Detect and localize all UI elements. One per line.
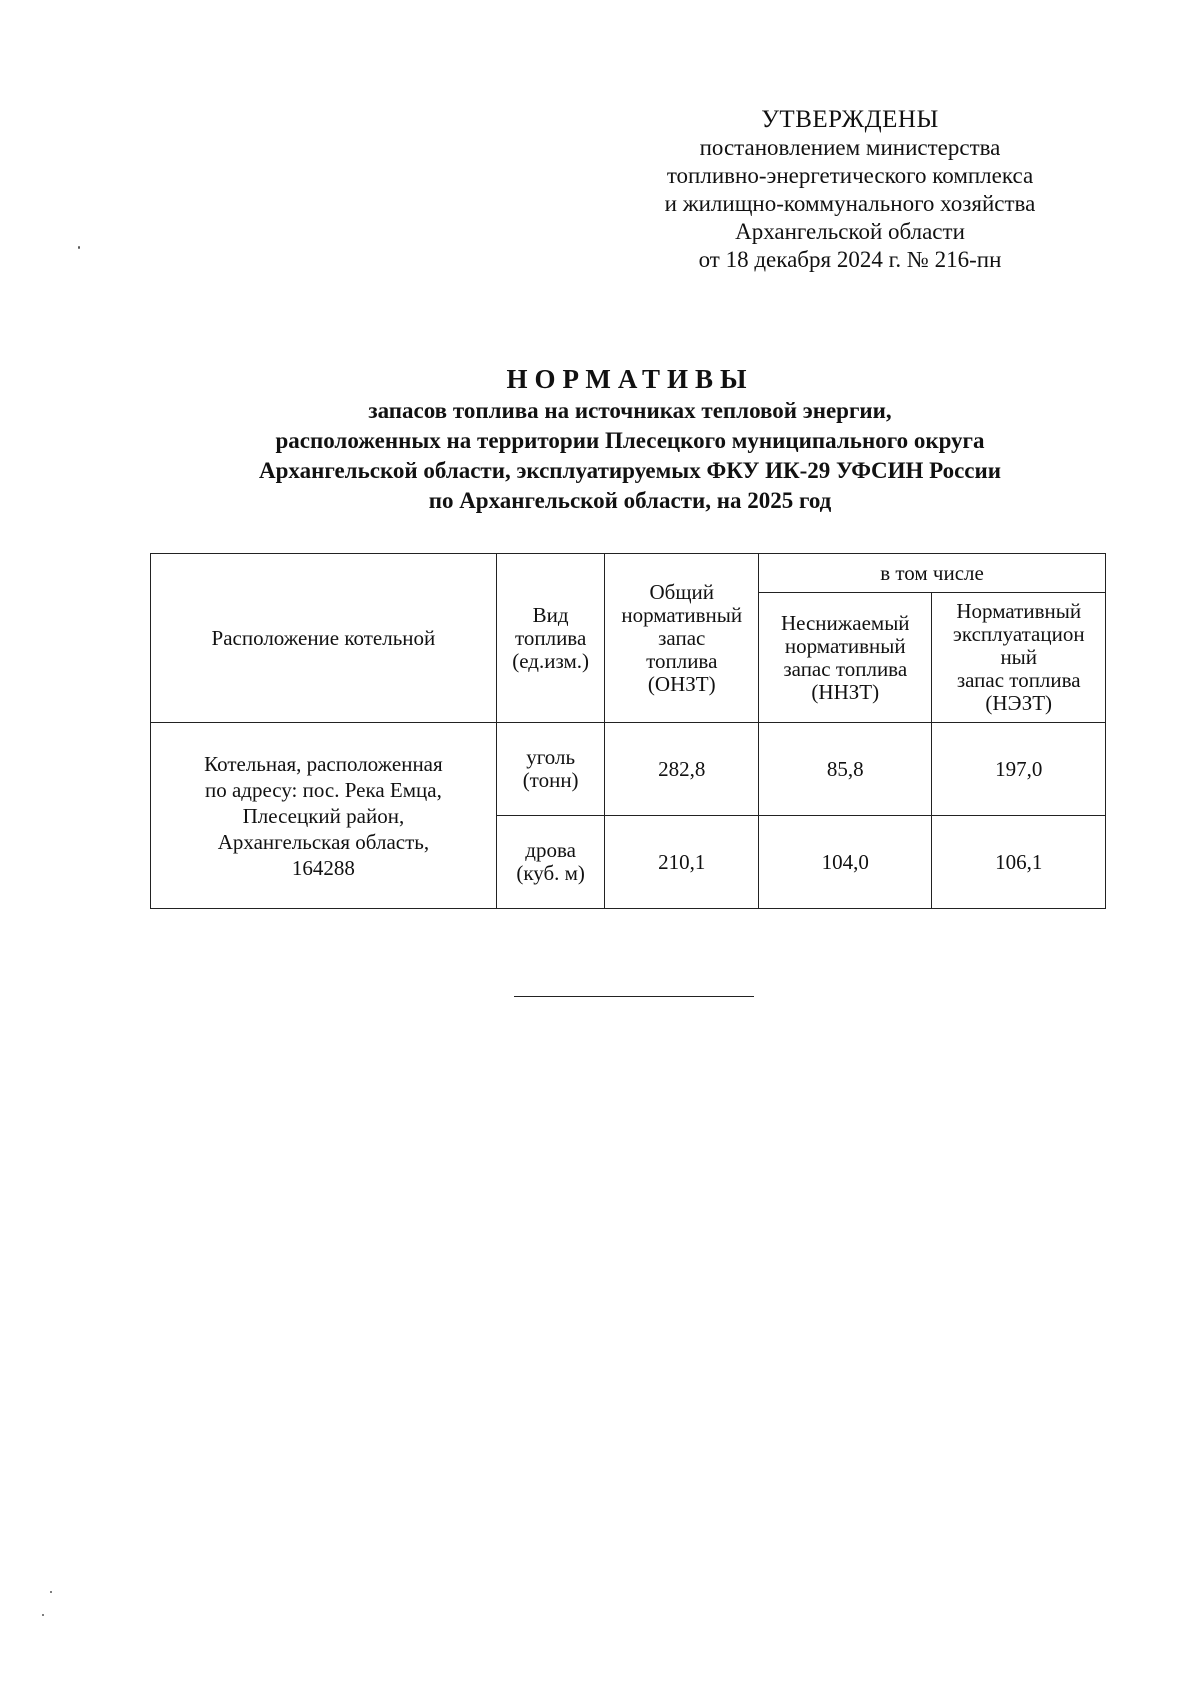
approval-block — [620, 106, 1080, 274]
header-total-line: нормативный — [621, 602, 743, 627]
title-line: по Архангельской области, на 2025 год — [428, 488, 832, 513]
header-total-line: Общий — [649, 579, 714, 604]
approval-line: Архангельской области — [735, 219, 965, 244]
nezt-cell: 106,1 — [932, 816, 1106, 909]
location-line: 164288 — [291, 855, 355, 880]
header-fuel-type — [496, 554, 605, 723]
header-nnzt-line: нормативный — [784, 633, 906, 658]
header-nnzt-line: (ННЗТ) — [811, 679, 880, 704]
header-location: Расположение котельной — [151, 554, 497, 723]
header-fuel-type-line: Вид — [532, 602, 569, 627]
location-line: Плесецкий район, — [242, 803, 405, 828]
fuel-unit-line: (куб. м) — [516, 861, 585, 885]
header-total-line: запас — [658, 625, 706, 650]
approval-line: и жилищно-коммунального хозяйства — [664, 191, 1036, 216]
boiler-location — [151, 723, 497, 909]
approval-heading: УТВЕРЖДЕНЫ — [761, 106, 939, 133]
header-nezt-line: ный — [1000, 645, 1038, 669]
header-nnzt — [759, 593, 932, 723]
table-row — [151, 723, 1106, 816]
header-nezt-line: Нормативный — [956, 599, 1082, 623]
approval-line: от 18 декабря 2024 г. № 216-пн — [698, 247, 1002, 272]
document-title-block — [150, 362, 1110, 516]
title-line: расположенных на территории Плесецкого муниципального округа — [275, 428, 985, 453]
nnzt-cell: 104,0 — [759, 816, 932, 909]
total-cell: 282,8 — [605, 723, 759, 816]
header-nnzt-line: запас топлива — [783, 656, 908, 681]
nezt-cell: 197,0 — [932, 723, 1106, 816]
fuel-type-line: уголь — [526, 745, 576, 769]
table-header-row — [151, 554, 1106, 593]
fuel-unit-line: (тонн) — [522, 768, 579, 792]
title-line: Архангельской области, эксплуатируемых ФКУ ИК-29 УФСИН России — [258, 458, 1002, 483]
total-cell: 210,1 — [605, 816, 759, 909]
header-fuel-type-line: (ед.изм.) — [512, 648, 589, 673]
scan-speck — [42, 1614, 44, 1616]
document-title: НОРМАТИВЫ — [506, 364, 754, 394]
header-total-line: топлива — [646, 648, 718, 673]
location-line: Котельная, расположенная — [204, 751, 443, 776]
approval-line: постановлением министерства — [699, 135, 1001, 160]
header-nezt-line: (НЭЗТ) — [985, 691, 1053, 715]
header-nezt — [932, 593, 1106, 723]
header-including: в том числе — [759, 554, 1106, 593]
fuel-type-cell — [496, 723, 605, 816]
header-fuel-type-line: топлива — [514, 625, 587, 650]
fuel-type-cell — [496, 816, 605, 909]
header-total-line: (ОНЗТ) — [647, 671, 716, 696]
header-total — [605, 554, 759, 723]
location-line: по адресу: пос. Река Емца, — [204, 777, 442, 802]
header-nnzt-line: Неснижаемый — [780, 610, 910, 635]
header-nezt-line: запас топлива — [956, 668, 1081, 692]
location-line: Архангельская область, — [217, 829, 430, 854]
header-nezt-line: эксплуатацион — [952, 622, 1085, 646]
nnzt-cell: 85,8 — [759, 723, 932, 816]
fuel-type-line: дрова — [525, 838, 576, 862]
scan-speck — [78, 246, 80, 249]
scan-speck — [50, 1591, 52, 1593]
title-line: запасов топлива на источниках тепловой энергии, — [368, 398, 892, 423]
approval-line: топливно-энергетического комплекса — [666, 163, 1034, 188]
end-separator-line — [514, 996, 754, 997]
fuel-norms-table — [150, 553, 1106, 909]
